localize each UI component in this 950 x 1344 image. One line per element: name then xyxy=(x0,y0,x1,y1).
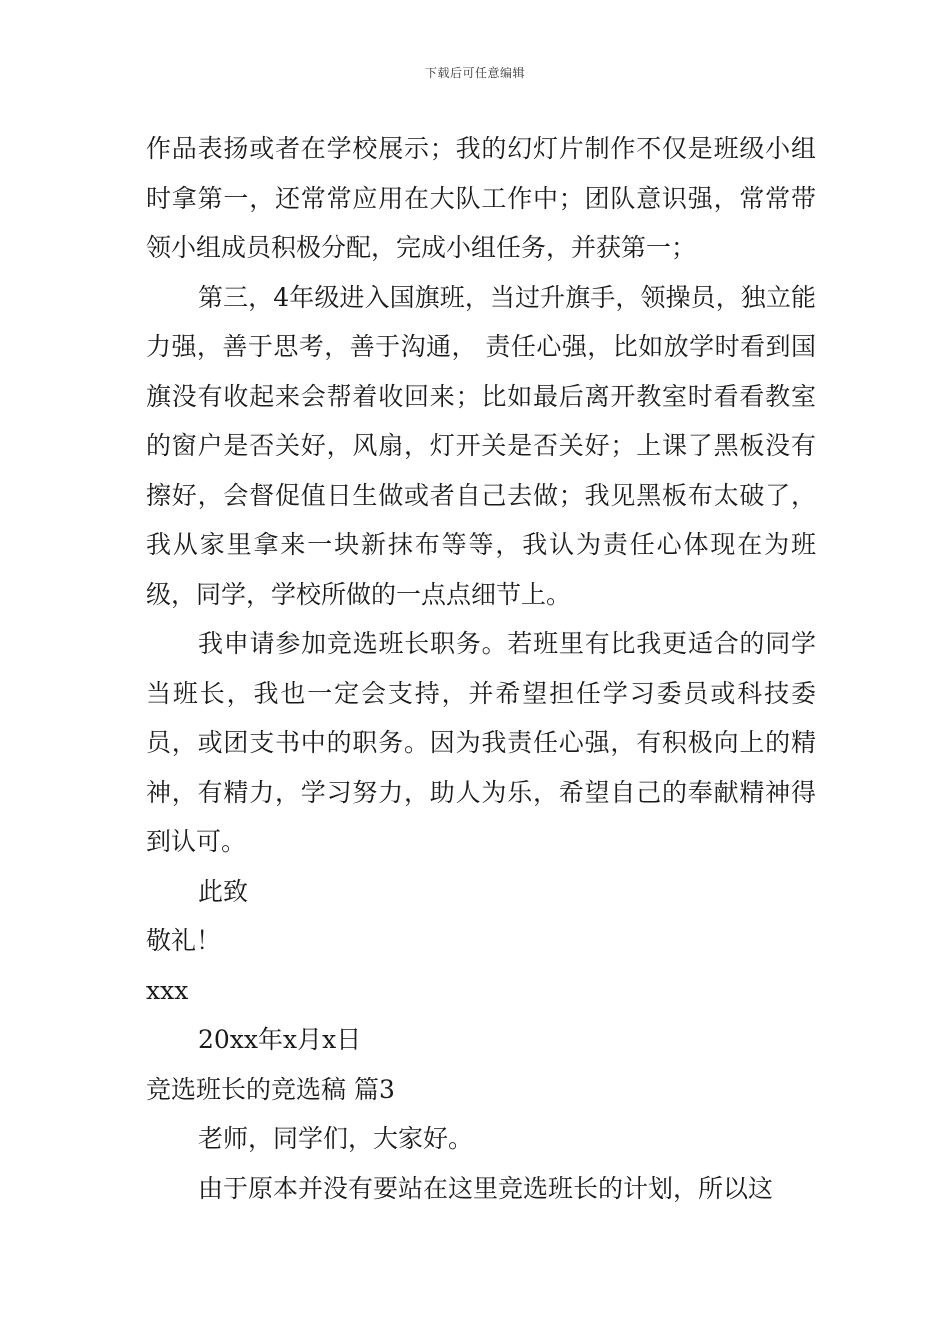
paragraph-continuation: 作品表扬或者在学校展示；我的幻灯片制作不仅是班级小组时拿第一，还常常应用在大队工作中；团队意识强，常常带领小组成员积极分配，完成小组任务，并获第一； xyxy=(146,134,816,262)
page-header: 下载后可任意编辑 xyxy=(424,66,525,80)
paragraph-application: 我申请参加竞选班长职务。若班里有比我更适合的同学当班长，我也一定会支持，并希望担任学习委员或科技委员，或团支书中的职务。因为我责任心强，有积极向上的精神，有精力，学习努力，助人为乐，希望自己的奉献精神得到认可。 xyxy=(146,629,816,856)
section-title: 竞选班长的竞选稿 篇3 xyxy=(146,1074,395,1104)
paragraph-opening: 由于原本并没有要站在这里竞选班长的计划，所以这 xyxy=(198,1173,774,1203)
closing-regards: 敬礼！ xyxy=(146,926,222,955)
document-body xyxy=(146,124,816,1213)
signature-name: xxx xyxy=(146,975,189,1005)
signature-date: 20xx年x月x日 xyxy=(198,1025,362,1054)
paragraph-third-point: 第三，4年级进入国旗班，当过升旗手，领操员，独立能力强，善于思考，善于沟通， 责任心强，比如放学时看到国旗没有收起来会帮着收回来；比如最后离开教室时看看教室的窗户是否关好，风扇，灯开关是否关好；上课了黑板没有擦好，会督促值日生做或者自己去做；我见黑板布太破了，我从家里拿来一块新抹布等等，我认为责任心体现在为班级，同学，学校所做的一点点细节上。 xyxy=(146,282,816,609)
closing-salutation: 此致 xyxy=(198,876,249,906)
greeting: 老师，同学们，大家好。 xyxy=(198,1124,474,1153)
